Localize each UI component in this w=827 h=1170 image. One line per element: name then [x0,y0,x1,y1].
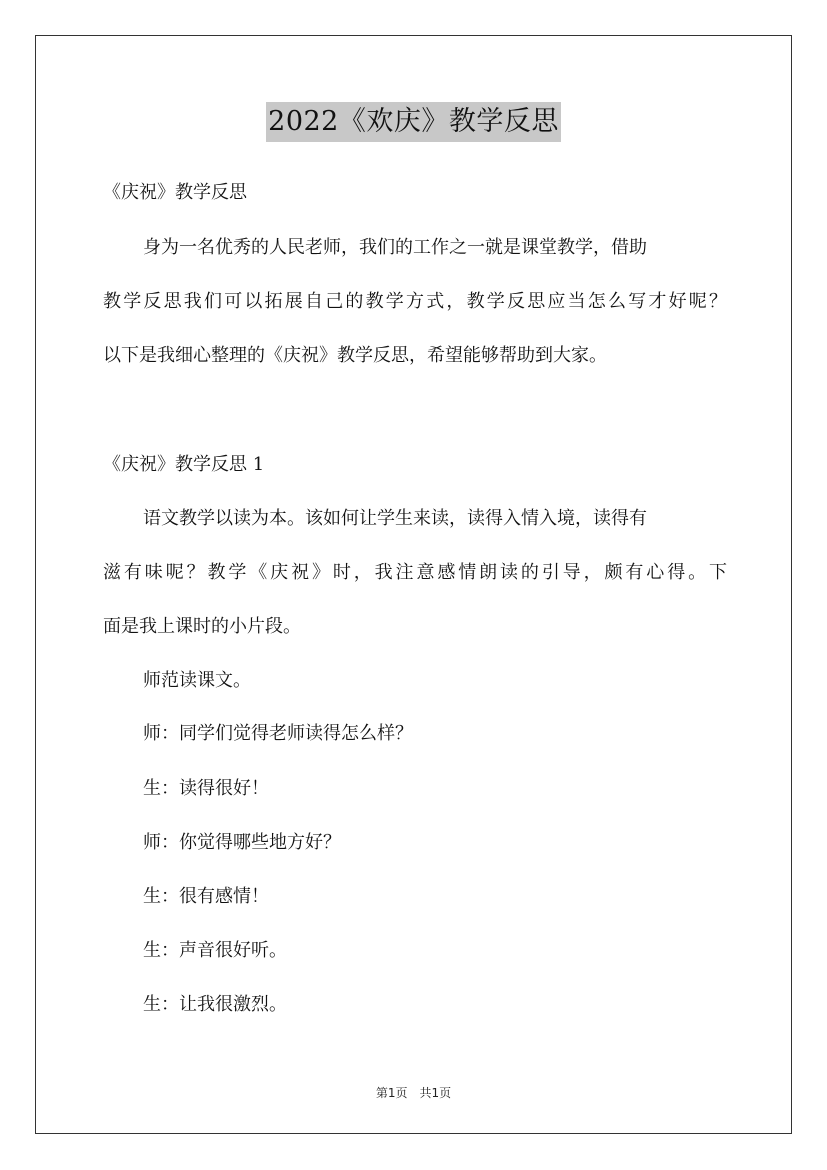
dialogue-line: 生：让我很激烈。 [143,994,287,1015]
dialogue-line: 生：很有感情！ [143,886,269,907]
section1-paragraph-line-1: 语文教学以读为本。该如何让学生来读，读得入情入境，读得有 [143,508,647,529]
intro-paragraph-line-3: 以下是我细心整理的《庆祝》教学反思，希望能够帮助到大家。 [103,345,607,366]
page-number: 第1页 共1页 [375,1086,452,1100]
dialogue-line: 生：读得很好！ [143,778,269,799]
title-container [0,102,827,142]
section1-paragraph-line-2: 滋有味呢？教学《庆祝》时，我注意感情朗读的引导，颇有心得。下 [103,562,727,583]
dialogue-line: 师：你觉得哪些地方好？ [143,832,341,853]
intro-paragraph-line-1: 身为一名优秀的人民老师，我们的工作之一就是课堂教学，借助 [143,237,647,258]
dialogue-line: 生：声音很好听。 [143,940,287,961]
section1-paragraph-line-3: 面是我上课时的小片段。 [103,616,301,637]
section-heading: 《庆祝》教学反思 [103,182,247,203]
document-title: 2022《欢庆》教学反思 [266,102,561,142]
dialogue-line: 师范读课文。 [143,670,251,691]
intro-paragraph-line-2: 教学反思我们可以拓展自己的教学方式，教学反思应当怎么写才好呢？ [103,291,727,312]
dialogue-line: 师：同学们觉得老师读得怎么样？ [143,723,413,744]
section1-heading: 《庆祝》教学反思 1 [103,454,265,475]
